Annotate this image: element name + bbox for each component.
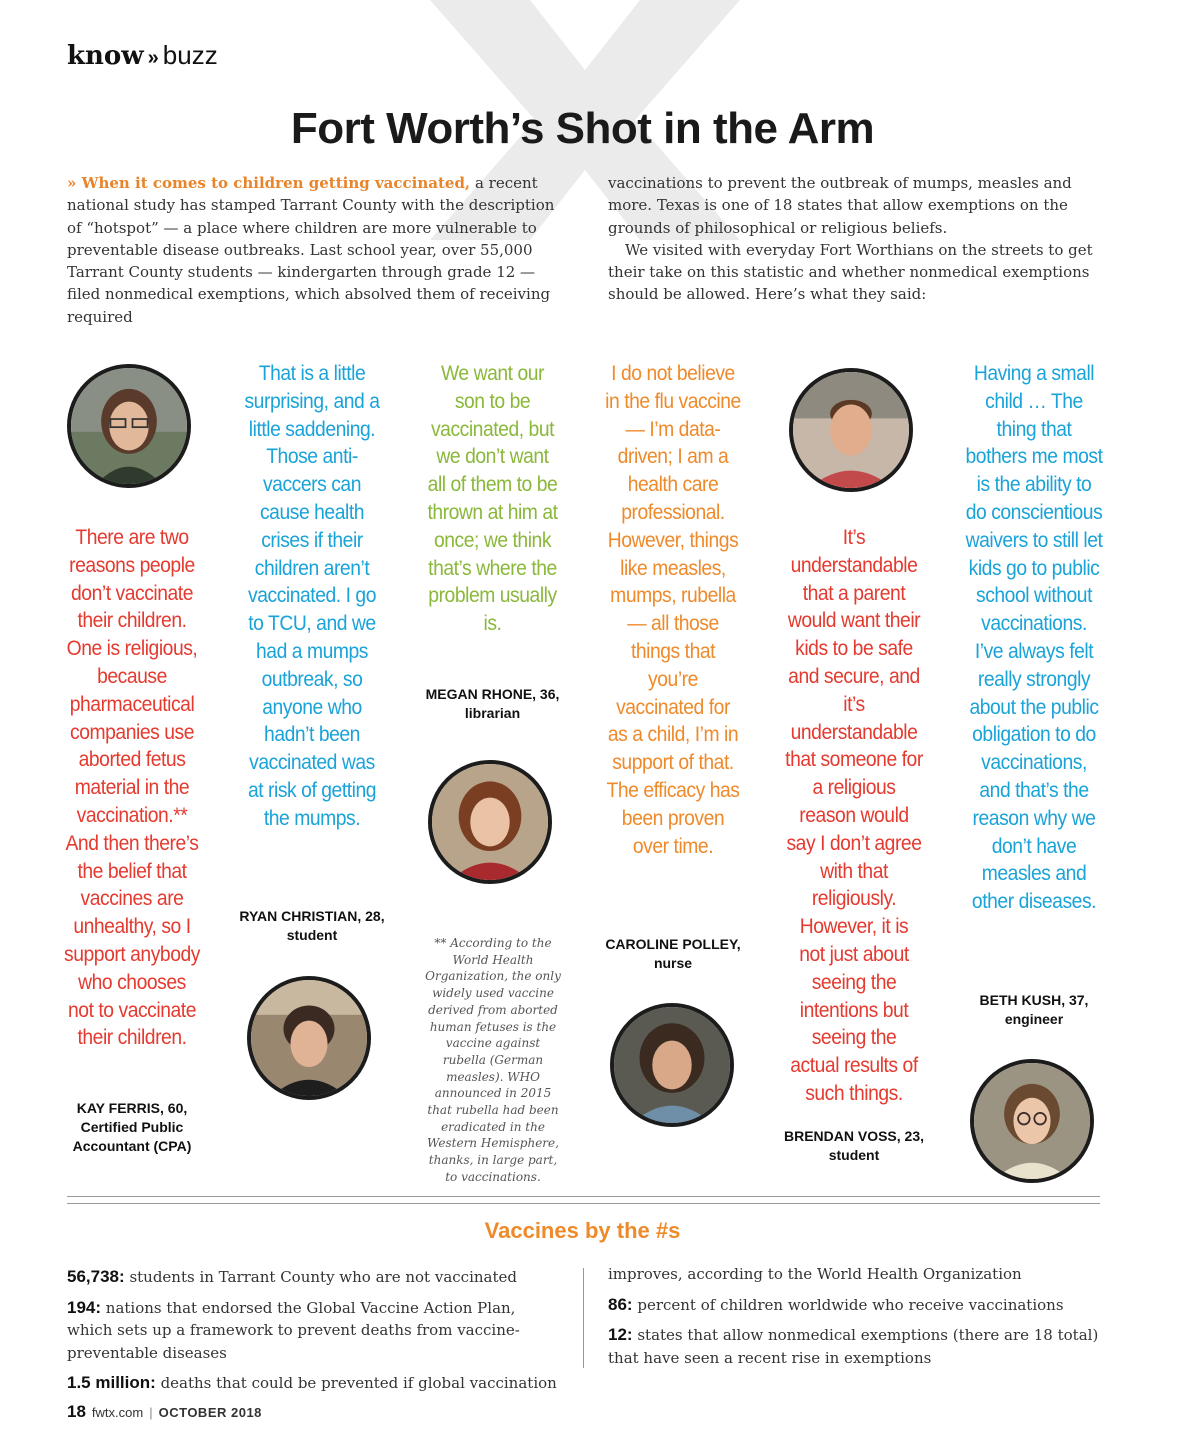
stat-item [67,1266,562,1289]
page-footer [67,1402,262,1422]
portrait-beth-kush [970,1059,1094,1183]
quote-megan-rhone: We want our son to be vaccinated, but we don’t want all of them to be thrown at him at once; we think that’s where the problem usually is. [427,362,558,636]
stat-text: percent of children worldwide who receive vaccinations [632,1295,1064,1314]
stats-column-1 [67,1266,562,1403]
portrait-kay-ferris [67,364,191,488]
page-title: Fort Worth’s Shot in the Arm [290,104,875,153]
section-buzz: buzz [162,40,218,70]
stat-item [67,1372,562,1395]
portrait-ryan-christian [247,976,371,1100]
quote-brendan-voss: It’s understandable that a parent would want their kids to be safe and secure, and it’s understandable that someone for a religious reason would say I don’t agree with that religiously. However, it is not just about seeing the intentions but seeing the actual results of such things. [785,526,923,1105]
quote-caroline-polley: I do not believe in the flu vaccine — I’m data-driven; I am a health care professional. However, things like measles, mumps, rubella — all those things that you’re vaccinated for as a child, I’m in support of that. The efficacy has been proven over time. [605,362,741,858]
site-name: fwtx.com [91,1405,144,1420]
intro-lead: » When it comes to children getting vaccinated, [67,174,471,192]
quote-kay-ferris: There are two reasons people don’t vaccinate their children. One is religious, because pharmaceutical companies use aborted fetus material in the vaccination.** And then there’s the belief that vaccines are unhealthy, so I support anybody who chooses not to vaccinate their children. [64,526,200,1050]
intro-text-1: a recent national study has stamped Tarrant County with the description of “hotspot” — a place where children are more vulnerable to preventable disease outbreaks. Last school year, over 55,000 Tarrant County students — kindergarten through grade 12 — filed nonmedical exemptions, which absolved them of receiving required [67,174,555,326]
footer-separator: | [149,1405,153,1420]
stat-text: deaths that could be prevented if global vaccination [155,1374,557,1392]
stat-item [608,1263,1103,1286]
stat-item [608,1294,1103,1317]
attribution-kay-ferris: KAY FERRIS, 60, Certified Public Accountant (CPA) [72,1100,192,1154]
footnote: ** According to the World Health Organization, the only widely used vaccine derived from aborted human fetuses is the vaccine against rubella (German measles). WHO announced in 2015 that rubella had been eradicated in the Western Hemisphere, thanks, in large part, to vaccinations. [425,936,561,1184]
portrait-megan-rhone [428,760,552,884]
stat-number: 194: [67,1297,102,1317]
stats-title: Vaccines by the #s [484,1218,681,1243]
stat-text: improves, according to the World Health Organization [608,1265,1022,1283]
intro-column-2 [608,172,1103,306]
portrait-caroline-polley [610,1003,734,1127]
portrait-brendan-voss [789,368,913,492]
stat-item [608,1324,1103,1369]
attribution-ryan-christian: RYAN CHRISTIAN, 28, student [239,908,385,943]
intro-text-3: We visited with everyday Fort Worthians on the streets to get their take on this statistic and whether nonmedical exemptions should be allowed. Here’s what they said: [608,240,1093,304]
page-number: 18 [67,1402,86,1421]
section-separator: » [147,47,159,69]
attribution-brendan-voss: BRENDAN VOSS, 23, student [783,1128,925,1163]
stat-item [67,1297,562,1365]
stat-text: nations that endorsed the Global Vaccine Action Plan, which sets up a framework to prevent deaths from vaccine-preventable diseases [67,1298,520,1362]
divider-top [67,1196,1100,1197]
stat-text: states that allow nonmedical exemptions (there are 18 total) that have seen a recent rise in exemptions [608,1326,1099,1367]
quote-ryan-christian: That is a little surprising, and a little saddening. Those anti-vaccers can cause health crises if their children aren’t vaccinated. I go to TCU, and we had a mumps outbreak, so anyone who hadn’t been vaccinated was at risk of getting the mumps. [244,362,380,830]
stat-text: students in Tarrant County who are not vaccinated [124,1268,517,1286]
stats-divider [583,1268,584,1368]
attribution-beth-kush: BETH KUSH, 37, engineer [979,992,1089,1027]
intro-column-1 [67,172,562,328]
divider-bottom [67,1203,1100,1204]
section-know: know [67,41,144,71]
stat-number: 56,738: [67,1267,125,1286]
stats-column-2 [608,1263,1103,1377]
attribution-caroline-polley: CAROLINE POLLEY, nurse [605,936,741,971]
stat-number: 12: [608,1325,633,1344]
issue-date: OCTOBER 2018 [158,1405,262,1420]
section-label [67,40,218,71]
stat-number: 1.5 million: [67,1373,156,1392]
quote-beth-kush: Having a small child … The thing that bothers me most is the ability to do conscientious waivers to still let kids go to public school without vaccinations. I’ve always felt really strongly about the public obligation to do vaccinations, and that’s the reason why we don’t have measles and other diseases. [965,362,1103,914]
intro-text-2: vaccinations to prevent the outbreak of mumps, measles and more. Texas is one of 18 states that allow exemptions on the grounds of philosophical or religious beliefs. [608,174,1072,237]
attribution-megan-rhone: MEGAN RHONE, 36, librarian [425,686,560,721]
stat-number: 86: [608,1294,633,1314]
